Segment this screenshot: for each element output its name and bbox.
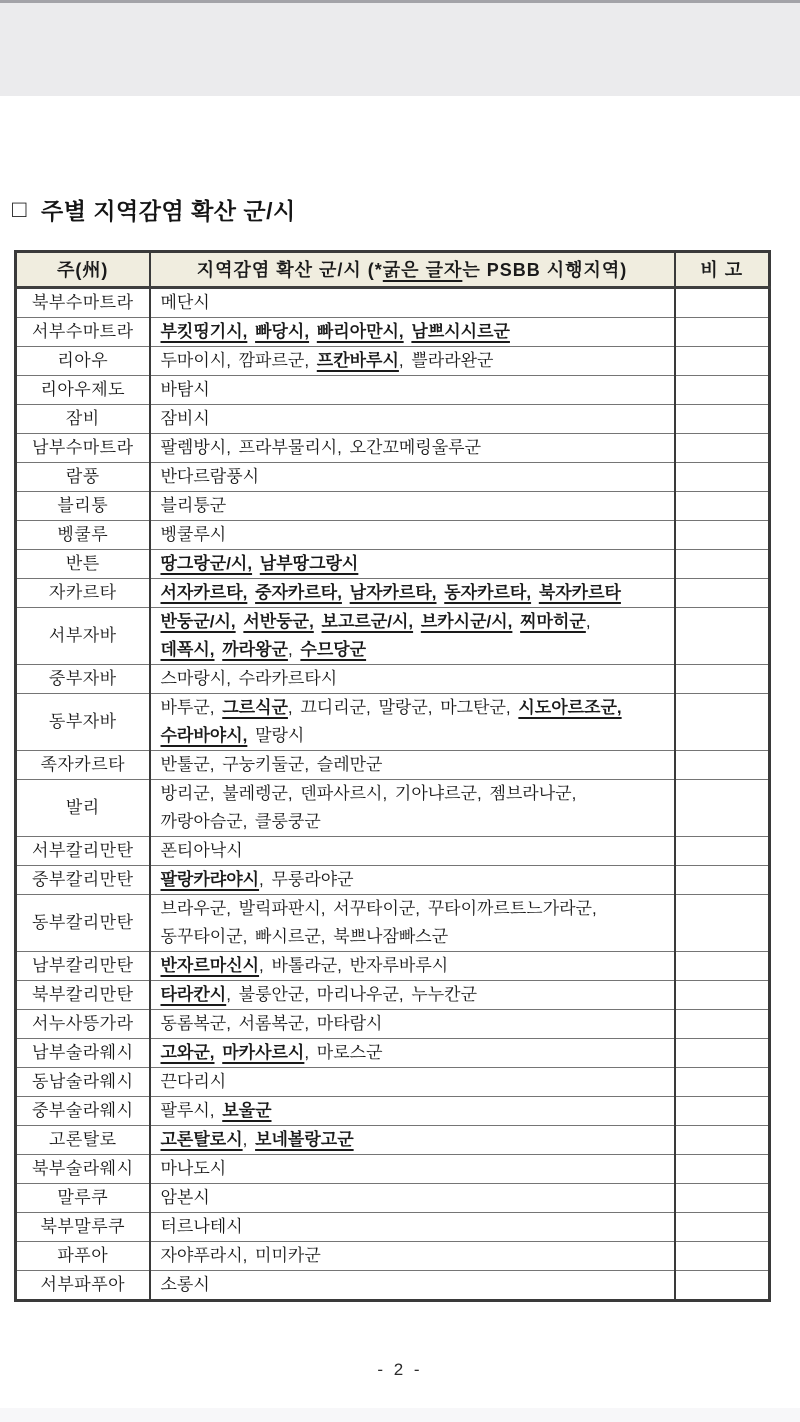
region-cell <box>150 1155 675 1184</box>
region-item-bold: 빠리아만시, <box>316 322 404 341</box>
region-item: 바투군, <box>160 698 223 717</box>
region-item: 말랑시 <box>247 726 305 745</box>
region-item: 블리퉁군 <box>160 496 227 515</box>
region-item <box>531 583 539 602</box>
table-row <box>16 463 770 492</box>
province-cell: 고론탈로 <box>16 1126 150 1155</box>
region-cell <box>150 1039 675 1068</box>
province-cell: 남부수마트라 <box>16 434 150 463</box>
remark-cell <box>675 463 770 492</box>
region-item: 방리군, 불레렝군, 덴파사르시, 기아냐르군, 젬브라나군, <box>160 784 577 803</box>
region-item: 자야푸라시, 미미카군 <box>160 1246 321 1265</box>
table-row <box>16 1097 770 1126</box>
region-cell <box>150 1184 675 1213</box>
table-row <box>16 1242 770 1271</box>
remark-cell <box>675 1039 770 1068</box>
region-item-bold: 팔랑카랴야시 <box>160 870 260 889</box>
table-row <box>16 318 770 347</box>
province-cell: 동부자바 <box>16 694 150 751</box>
province-cell: 자카르타 <box>16 579 150 608</box>
region-cell <box>150 780 675 837</box>
region-item-bold: 보고르군/시, <box>321 612 414 631</box>
region-item-bold: 보울군 <box>222 1101 272 1120</box>
province-cell: 벵쿨루 <box>16 521 150 550</box>
region-item: , 바톨라군, 반자루바루시 <box>259 956 449 975</box>
table-row <box>16 347 770 376</box>
region-item: 잠비시 <box>160 409 210 428</box>
province-cell: 중부칼리만탄 <box>16 866 150 895</box>
region-item-bold: 북자카르타 <box>538 583 621 602</box>
region-item-bold: 수라바야시, <box>160 726 248 745</box>
region-cell <box>150 608 675 665</box>
region-item-bold: 서자카르타, <box>160 583 248 602</box>
page-title <box>12 193 800 226</box>
table-row <box>16 1184 770 1213</box>
remark-cell <box>675 1155 770 1184</box>
header-province: 주(州) <box>16 252 150 288</box>
province-cell: 서부칼리만탄 <box>16 837 150 866</box>
region-item-bold: 지역감염 확산 군/시 <box>196 259 362 280</box>
region-table <box>14 250 771 1302</box>
region-item-bold: 남쁘시시르군 <box>411 322 510 341</box>
table-row <box>16 1126 770 1155</box>
remark-cell <box>675 981 770 1010</box>
remark-cell <box>675 347 770 376</box>
region-item-bold: 부킷띵기시, <box>160 322 248 341</box>
table-row <box>16 1039 770 1068</box>
remark-cell <box>675 376 770 405</box>
region-item-bold: 프칸바루시 <box>316 351 399 370</box>
province-cell: 발리 <box>16 780 150 837</box>
region-item <box>314 612 322 631</box>
region-cell <box>150 492 675 521</box>
region-item: 동롬복군, 서롬복군, 마타람시 <box>160 1014 383 1033</box>
remark-cell <box>675 1242 770 1271</box>
region-cell <box>150 434 675 463</box>
region-item: , 무룽라야군 <box>259 870 354 889</box>
region-item: (* <box>361 259 383 280</box>
table-row <box>16 780 770 837</box>
table-row <box>16 1213 770 1242</box>
region-item-bold: 시도아르조군, <box>518 698 622 717</box>
remark-cell <box>675 405 770 434</box>
table-row <box>16 579 770 608</box>
remark-cell <box>675 1010 770 1039</box>
province-cell: 서부자바 <box>16 608 150 665</box>
table-row <box>16 751 770 780</box>
region-item: , <box>287 640 301 659</box>
remark-cell <box>675 1271 770 1301</box>
remark-cell <box>675 694 770 751</box>
region-item: 폰티아낙시 <box>160 841 243 860</box>
region-item: , 불룽안군, 마리나우군, 누누칸군 <box>226 985 478 1004</box>
table-row <box>16 837 770 866</box>
remark-cell <box>675 837 770 866</box>
region-item: 바탐시 <box>160 380 210 399</box>
table-row <box>16 1155 770 1184</box>
region-item-bold: 브카시군/시, <box>420 612 513 631</box>
table-row <box>16 1271 770 1301</box>
region-item-bold: 고와군, <box>160 1043 215 1062</box>
region-item: , 마로스군 <box>304 1043 383 1062</box>
region-cell <box>150 751 675 780</box>
region-item <box>309 322 317 341</box>
remark-cell <box>675 1213 770 1242</box>
square-bullet-icon: □ <box>12 195 27 223</box>
remark-cell <box>675 1126 770 1155</box>
province-cell: 리아우 <box>16 347 150 376</box>
header-region <box>150 252 675 288</box>
region-item: 메단시 <box>160 293 210 312</box>
region-cell <box>150 952 675 981</box>
region-cell <box>150 1097 675 1126</box>
region-cell <box>150 837 675 866</box>
region-item: , 끄디리군, 말랑군, 마그탄군, <box>287 698 519 717</box>
remark-cell <box>675 434 770 463</box>
region-item: 터르나테시 <box>160 1217 243 1236</box>
province-cell: 족자카르타 <box>16 751 150 780</box>
page-title-text: 주별 지역감염 확산 군/시 <box>41 198 296 224</box>
province-cell: 말루쿠 <box>16 1184 150 1213</box>
province-cell: 동남술라웨시 <box>16 1068 150 1097</box>
table-row <box>16 550 770 579</box>
region-cell <box>150 550 675 579</box>
region-table-body <box>16 288 770 1301</box>
remark-cell <box>675 952 770 981</box>
table-row <box>16 405 770 434</box>
province-cell: 블리퉁 <box>16 492 150 521</box>
region-item-bold: 반자르마신시 <box>160 956 260 975</box>
table-row <box>16 521 770 550</box>
region-item: 두마이시, 깜파르군, <box>160 351 317 370</box>
region-item-bold: 서반둥군, <box>243 612 314 631</box>
remark-cell <box>675 665 770 694</box>
region-cell <box>150 1126 675 1155</box>
region-item-bold: 까라왕군 <box>222 640 288 659</box>
region-item: 는 PSBB 시행지역) <box>462 259 628 280</box>
remark-cell <box>675 492 770 521</box>
province-cell: 남부칼리만탄 <box>16 952 150 981</box>
province-cell: 북부술라웨시 <box>16 1155 150 1184</box>
region-cell <box>150 347 675 376</box>
table-row <box>16 981 770 1010</box>
region-cell <box>150 665 675 694</box>
region-item <box>252 554 260 573</box>
province-cell: 파푸아 <box>16 1242 150 1271</box>
remark-cell <box>675 895 770 952</box>
region-item-bold: 수므당군 <box>300 640 367 659</box>
region-item-bold: 중자카르타, <box>255 583 342 602</box>
region-item <box>342 583 350 602</box>
region-item: 마나도시 <box>160 1159 227 1178</box>
remark-cell <box>675 780 770 837</box>
region-cell <box>150 1242 675 1271</box>
region-item: 벵쿨루시 <box>160 525 227 544</box>
remark-cell <box>675 550 770 579</box>
province-cell: 남부술라웨시 <box>16 1039 150 1068</box>
region-cell <box>150 895 675 952</box>
province-cell: 반튼 <box>16 550 150 579</box>
table-row <box>16 608 770 665</box>
region-item-bold: 데폭시, <box>160 640 215 659</box>
remark-cell <box>675 288 770 318</box>
region-item: 스마랑시, 수라카르타시 <box>160 669 338 688</box>
region-item <box>247 322 255 341</box>
remark-cell <box>675 521 770 550</box>
region-item: 브라우군, 발릭파판시, 서꾸타이군, 꾸타이까르트느가라군, <box>160 899 597 918</box>
region-item-bold: 찌마히군 <box>520 612 586 631</box>
region-item-bold: 남부땅그랑시 <box>259 554 359 573</box>
table-row <box>16 1010 770 1039</box>
remark-cell <box>675 1097 770 1126</box>
remark-cell <box>675 1068 770 1097</box>
region-item-bold: 타라칸시 <box>160 985 227 1004</box>
region-item-bold: 동자카르타, <box>444 583 532 602</box>
table-row <box>16 665 770 694</box>
region-cell <box>150 1010 675 1039</box>
region-item-bold: 땅그랑군/시, <box>160 554 253 573</box>
region-item-bold: 고론탈로시 <box>160 1130 243 1149</box>
region-item-bold: 빠당시, <box>255 322 310 341</box>
region-cell <box>150 463 675 492</box>
region-item: 끈다리시 <box>160 1072 227 1091</box>
page-number: - 2 - <box>377 1360 423 1379</box>
region-cell <box>150 521 675 550</box>
region-item: 동꾸타이군, 빠시르군, 북쁘나잠빠스군 <box>160 927 449 946</box>
bottom-gray-bar <box>0 1408 800 1422</box>
region-table-header <box>16 252 770 288</box>
region-item: , <box>585 612 591 631</box>
region-item: 소롱시 <box>160 1275 210 1294</box>
region-item: 팔렘방시, 프라부물리시, 오간꼬메링울루군 <box>160 438 481 457</box>
table-row <box>16 1068 770 1097</box>
region-item <box>247 583 255 602</box>
region-item: 암본시 <box>160 1188 210 1207</box>
province-cell: 북부칼리만탄 <box>16 981 150 1010</box>
region-cell <box>150 981 675 1010</box>
region-cell <box>150 376 675 405</box>
remark-cell <box>675 866 770 895</box>
remark-cell <box>675 579 770 608</box>
region-item: 팔루시, <box>160 1101 223 1120</box>
region-cell <box>150 1213 675 1242</box>
province-cell: 람풍 <box>16 463 150 492</box>
region-item <box>512 612 520 631</box>
province-cell: 중부자바 <box>16 665 150 694</box>
province-cell: 북부수마트라 <box>16 288 150 318</box>
region-header-runs <box>197 260 628 280</box>
region-item-bold: 그르식군 <box>222 698 288 717</box>
remark-cell <box>675 751 770 780</box>
province-cell: 중부술라웨시 <box>16 1097 150 1126</box>
province-cell: 잠비 <box>16 405 150 434</box>
region-cell <box>150 318 675 347</box>
region-item: 반툴군, 구눙키둘군, 슬레만군 <box>160 755 383 774</box>
region-item-bold: 남자카르타, <box>349 583 437 602</box>
region-item: 반다르람풍시 <box>160 467 260 486</box>
header-remark: 비 고 <box>675 252 770 288</box>
table-row <box>16 376 770 405</box>
province-cell: 리아우제도 <box>16 376 150 405</box>
remark-cell <box>675 318 770 347</box>
region-item: 까랑아슴군, 클룽쿵군 <box>160 812 321 831</box>
region-item-bold: 굵은 글자 <box>382 259 463 280</box>
region-cell <box>150 694 675 751</box>
region-cell <box>150 288 675 318</box>
table-row <box>16 895 770 952</box>
region-cell <box>150 1068 675 1097</box>
region-item-bold: 보네볼랑고군 <box>255 1130 354 1149</box>
province-cell: 북부말루쿠 <box>16 1213 150 1242</box>
region-item-bold: 반둥군/시, <box>160 612 236 631</box>
province-cell: 서부수마트라 <box>16 318 150 347</box>
table-row <box>16 492 770 521</box>
table-row <box>16 694 770 751</box>
remark-cell <box>675 1184 770 1213</box>
region-item: , 쁠라라완군 <box>398 351 494 370</box>
header-row <box>16 252 770 288</box>
region-item-bold: 마카사르시 <box>222 1043 305 1062</box>
top-gray-bar <box>0 0 800 96</box>
table-row <box>16 434 770 463</box>
region-cell <box>150 579 675 608</box>
table-row <box>16 952 770 981</box>
region-item <box>413 612 421 631</box>
province-cell: 동부칼리만탄 <box>16 895 150 952</box>
region-cell <box>150 405 675 434</box>
province-cell: 서부파푸아 <box>16 1271 150 1301</box>
table-row <box>16 866 770 895</box>
province-cell: 서누사뜽가라 <box>16 1010 150 1039</box>
remark-cell <box>675 608 770 665</box>
region-cell <box>150 866 675 895</box>
region-item: , <box>242 1130 256 1149</box>
table-row <box>16 288 770 318</box>
region-cell <box>150 1271 675 1301</box>
